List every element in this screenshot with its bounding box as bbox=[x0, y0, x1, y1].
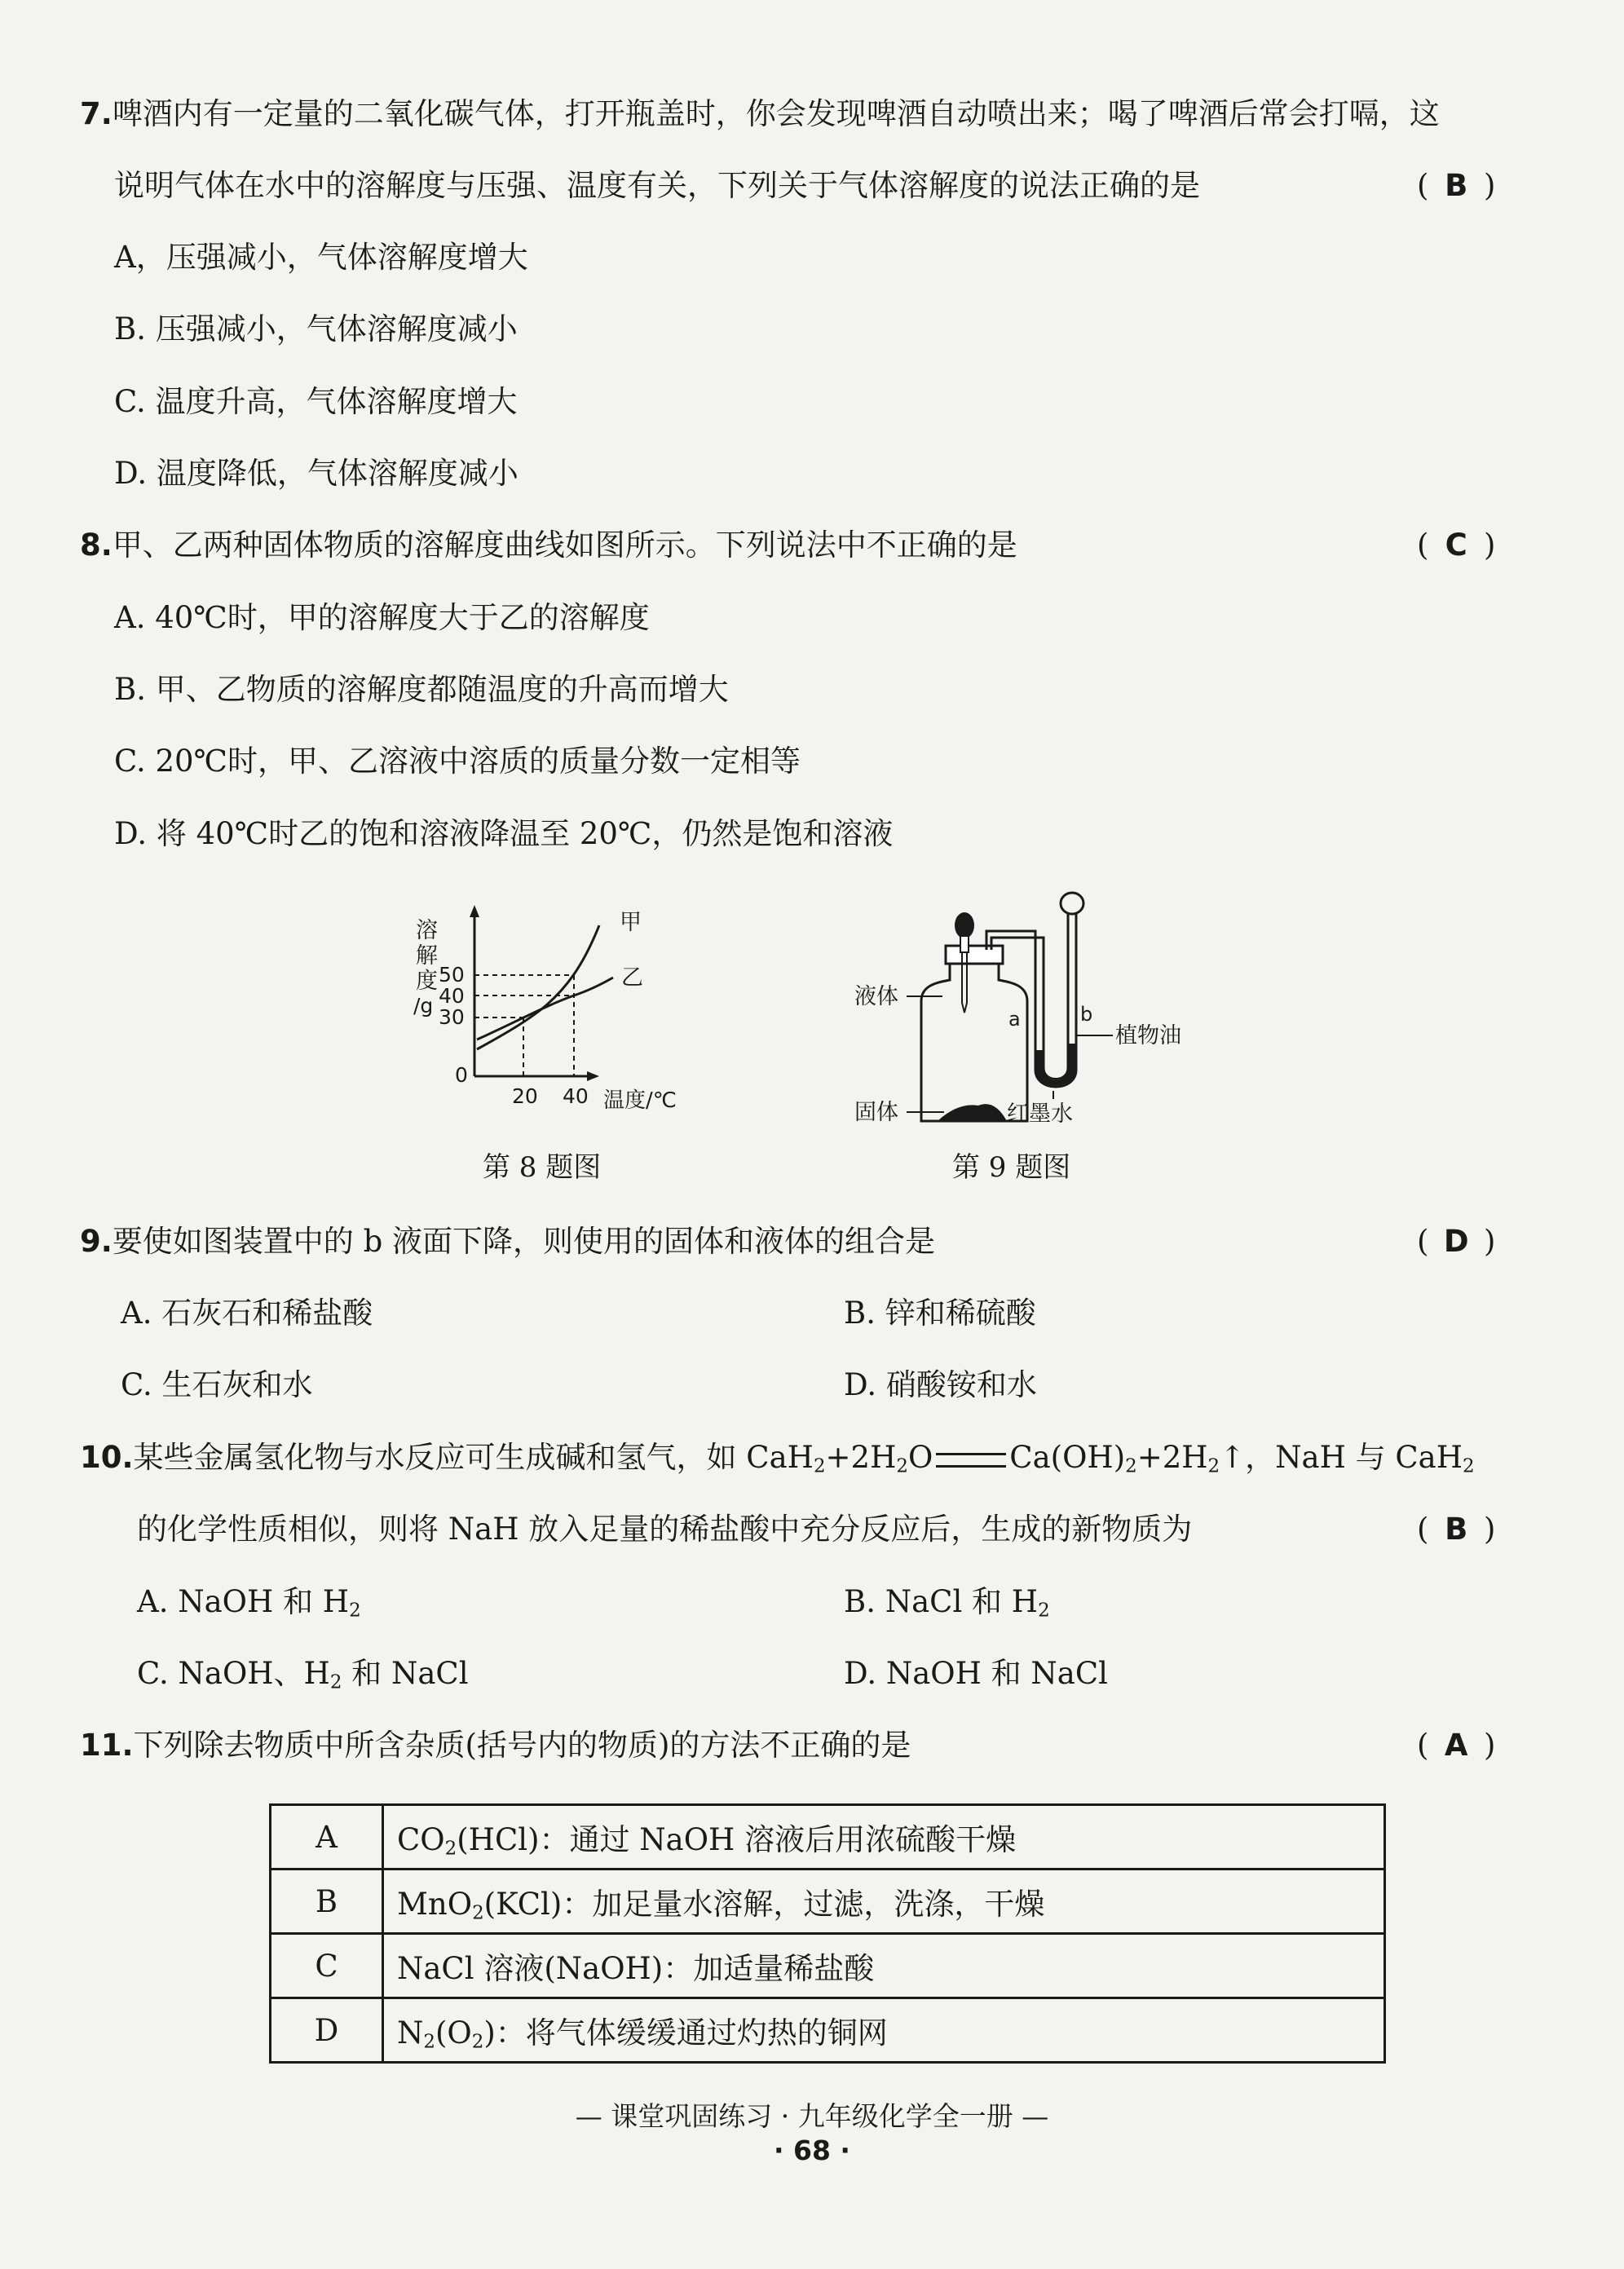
q10-option-d: D. NaOH 和 NaCl bbox=[844, 1656, 1109, 1691]
fig8-ytick-40: 40 bbox=[439, 984, 465, 1008]
q11-answer: ( A ) bbox=[1417, 1728, 1496, 1763]
fig8-solubility-chart bbox=[399, 901, 726, 1137]
q9-option-d: D. 硝酸铵和水 bbox=[844, 1367, 1037, 1402]
fig9-tube-top bbox=[1061, 893, 1083, 914]
q10-stem-line1: 10.某些金属氢化物与水反应可生成碱和氢气，如 $CaH_2+2H_2O$ $Ca(OH)_2+2H_2↑$，NaH 与 CaH$_2$ bbox=[80, 1440, 1475, 1477]
table-row bbox=[271, 1934, 1385, 1998]
q11-row-key: D bbox=[271, 1998, 383, 2063]
fig8-label-jia: 甲 bbox=[620, 910, 642, 935]
fig9-label-liquid: 液体 bbox=[854, 984, 898, 1009]
q8-stem: 8.甲、乙两种固体物质的溶解度曲线如图所示。下列说法中不正确的是 bbox=[80, 528, 1017, 563]
q10-answer: ( B ) bbox=[1417, 1512, 1496, 1547]
fig8-xtick-20: 20 bbox=[512, 1084, 538, 1108]
q8-option-a: A. 40℃时，甲的溶解度大于乙的溶解度 bbox=[114, 600, 650, 635]
fig9-stopper bbox=[946, 946, 1003, 964]
q7-number: 7. bbox=[80, 96, 113, 131]
q9-option-a: A. 石灰石和稀盐酸 bbox=[121, 1296, 373, 1331]
q8-option-b: B. 甲、乙物质的溶解度都随温度的升高而增大 bbox=[114, 672, 729, 707]
q8-answer: ( C ) bbox=[1417, 528, 1496, 563]
q9-number: 9. bbox=[80, 1224, 113, 1259]
table-row bbox=[271, 1805, 1385, 1869]
q11-row-key: C bbox=[271, 1934, 383, 1998]
fig9-label-ink: 红墨水 bbox=[1007, 1101, 1073, 1127]
fig8-ylabel-1: 溶 bbox=[416, 918, 438, 943]
q11-row-key: A bbox=[271, 1805, 383, 1869]
q11-row-key: B bbox=[271, 1869, 383, 1934]
fig8-ytick-50: 50 bbox=[439, 963, 465, 987]
fig8-x-arrow bbox=[587, 1071, 599, 1081]
fig8-y-arrow bbox=[470, 905, 479, 917]
q7-option-a: A，压强减小，气体溶解度增大 bbox=[114, 240, 528, 275]
fig8-ytick-30: 30 bbox=[439, 1005, 465, 1029]
fig9-delivery-tube bbox=[986, 913, 1076, 1087]
fig9-label-a: a bbox=[1008, 1008, 1021, 1031]
q7-answer: ( B ) bbox=[1417, 168, 1496, 203]
q10-option-c: C. NaOH、$H_2$ 和 NaCl bbox=[137, 1656, 469, 1693]
fig8-xlabel: 温度/℃ bbox=[603, 1088, 677, 1113]
fig9-apparatus bbox=[840, 881, 1207, 1141]
page-number: · 68 · bbox=[774, 2134, 850, 2166]
q7-stem-line2: 说明气体在水中的溶解度与压强、温度有关，下列关于气体溶解度的说法正确的是 bbox=[114, 168, 1200, 203]
fig9-solid bbox=[938, 1104, 1007, 1121]
fig9-caption: 第 9 题图 bbox=[952, 1151, 1071, 1184]
fig9-label-oil: 植物油 bbox=[1115, 1023, 1181, 1048]
q9-stem: 9.要使如图装置中的 b 液面下降，则使用的固体和液体的组合是 bbox=[80, 1224, 936, 1259]
fig8-ylabel-4: /g bbox=[413, 994, 434, 1018]
table-row bbox=[271, 1998, 1385, 2063]
q11-number: 11. bbox=[80, 1728, 134, 1763]
q9-option-c: C. 生石灰和水 bbox=[121, 1367, 313, 1402]
fig9-delivery-tube-inner bbox=[991, 913, 1068, 1079]
fig8-origin: 0 bbox=[455, 1063, 468, 1087]
fig8-ylabel-2: 解 bbox=[416, 943, 438, 969]
q7-stem-line1: 7.啤酒内有一定量的二氧化碳气体，打开瓶盖时，你会发现啤酒自动喷出来；喝了啤酒后常会打嗝，这 bbox=[80, 96, 1440, 131]
fig8-curve-yi bbox=[477, 978, 613, 1040]
q9-answer: ( D ) bbox=[1417, 1224, 1496, 1259]
fig8-label-yi: 乙 bbox=[621, 965, 643, 991]
q10-equals-sign bbox=[936, 1453, 1006, 1468]
q11-row-method: NaCl 溶液(NaOH)：加适量稀盐酸 bbox=[383, 1934, 1385, 1998]
q10-stem-line2: 的化学性质相似，则将 NaH 放入足量的稀盐酸中充分反应后，生成的新物质为 bbox=[137, 1512, 1193, 1547]
q11-options-table bbox=[269, 1803, 1386, 2064]
q11-row-method: $N_2(O_2)$：将气体缓缓通过灼热的铜网 bbox=[383, 1998, 1385, 2063]
q10-number: 10. bbox=[80, 1440, 134, 1475]
fig8-caption: 第 8 题图 bbox=[483, 1151, 602, 1184]
q7-option-c: C. 温度升高，气体溶解度增大 bbox=[114, 384, 518, 419]
fig9-dropper-bulb bbox=[955, 912, 974, 938]
footer-title: — 课堂巩固练习 · 九年级化学全一册 — bbox=[575, 2100, 1049, 2132]
q7-option-d: D. 温度降低，气体溶解度减小 bbox=[114, 456, 519, 491]
fig9-bottle bbox=[921, 962, 1027, 1121]
fig8-ylabel-3: 度 bbox=[416, 969, 438, 994]
fig9-label-b: b bbox=[1080, 1003, 1093, 1026]
fig9-dropper-neck bbox=[960, 936, 969, 952]
q11-stem: 11.下列除去物质中所含杂质(括号内的物质)的方法不正确的是 bbox=[80, 1728, 911, 1763]
q8-option-d: D. 将 40℃时乙的饱和溶液降温至 20℃，仍然是饱和溶液 bbox=[114, 816, 894, 851]
q11-row-method: MnO$_2$(KCl)：加足量水溶解，过滤，洗涤，干燥 bbox=[383, 1869, 1385, 1934]
q7-option-b: B. 压强减小，气体溶解度减小 bbox=[114, 311, 518, 347]
q9-option-b: B. 锌和稀硫酸 bbox=[844, 1296, 1036, 1331]
q8-number: 8. bbox=[80, 528, 113, 563]
q10-option-a: A. NaOH 和 $H_2$ bbox=[137, 1584, 361, 1622]
fig9-label-solid: 固体 bbox=[854, 1100, 898, 1125]
q10-option-b: B. NaCl 和 $H_2$ bbox=[844, 1584, 1050, 1622]
q8-option-c: C. 20℃时，甲、乙溶液中溶质的质量分数一定相等 bbox=[114, 744, 801, 779]
q11-row-method: $CO_2(HCl)$：通过 NaOH 溶液后用浓硫酸干燥 bbox=[383, 1805, 1385, 1869]
fig8-xtick-40: 40 bbox=[563, 1084, 589, 1108]
table-row bbox=[271, 1869, 1385, 1934]
